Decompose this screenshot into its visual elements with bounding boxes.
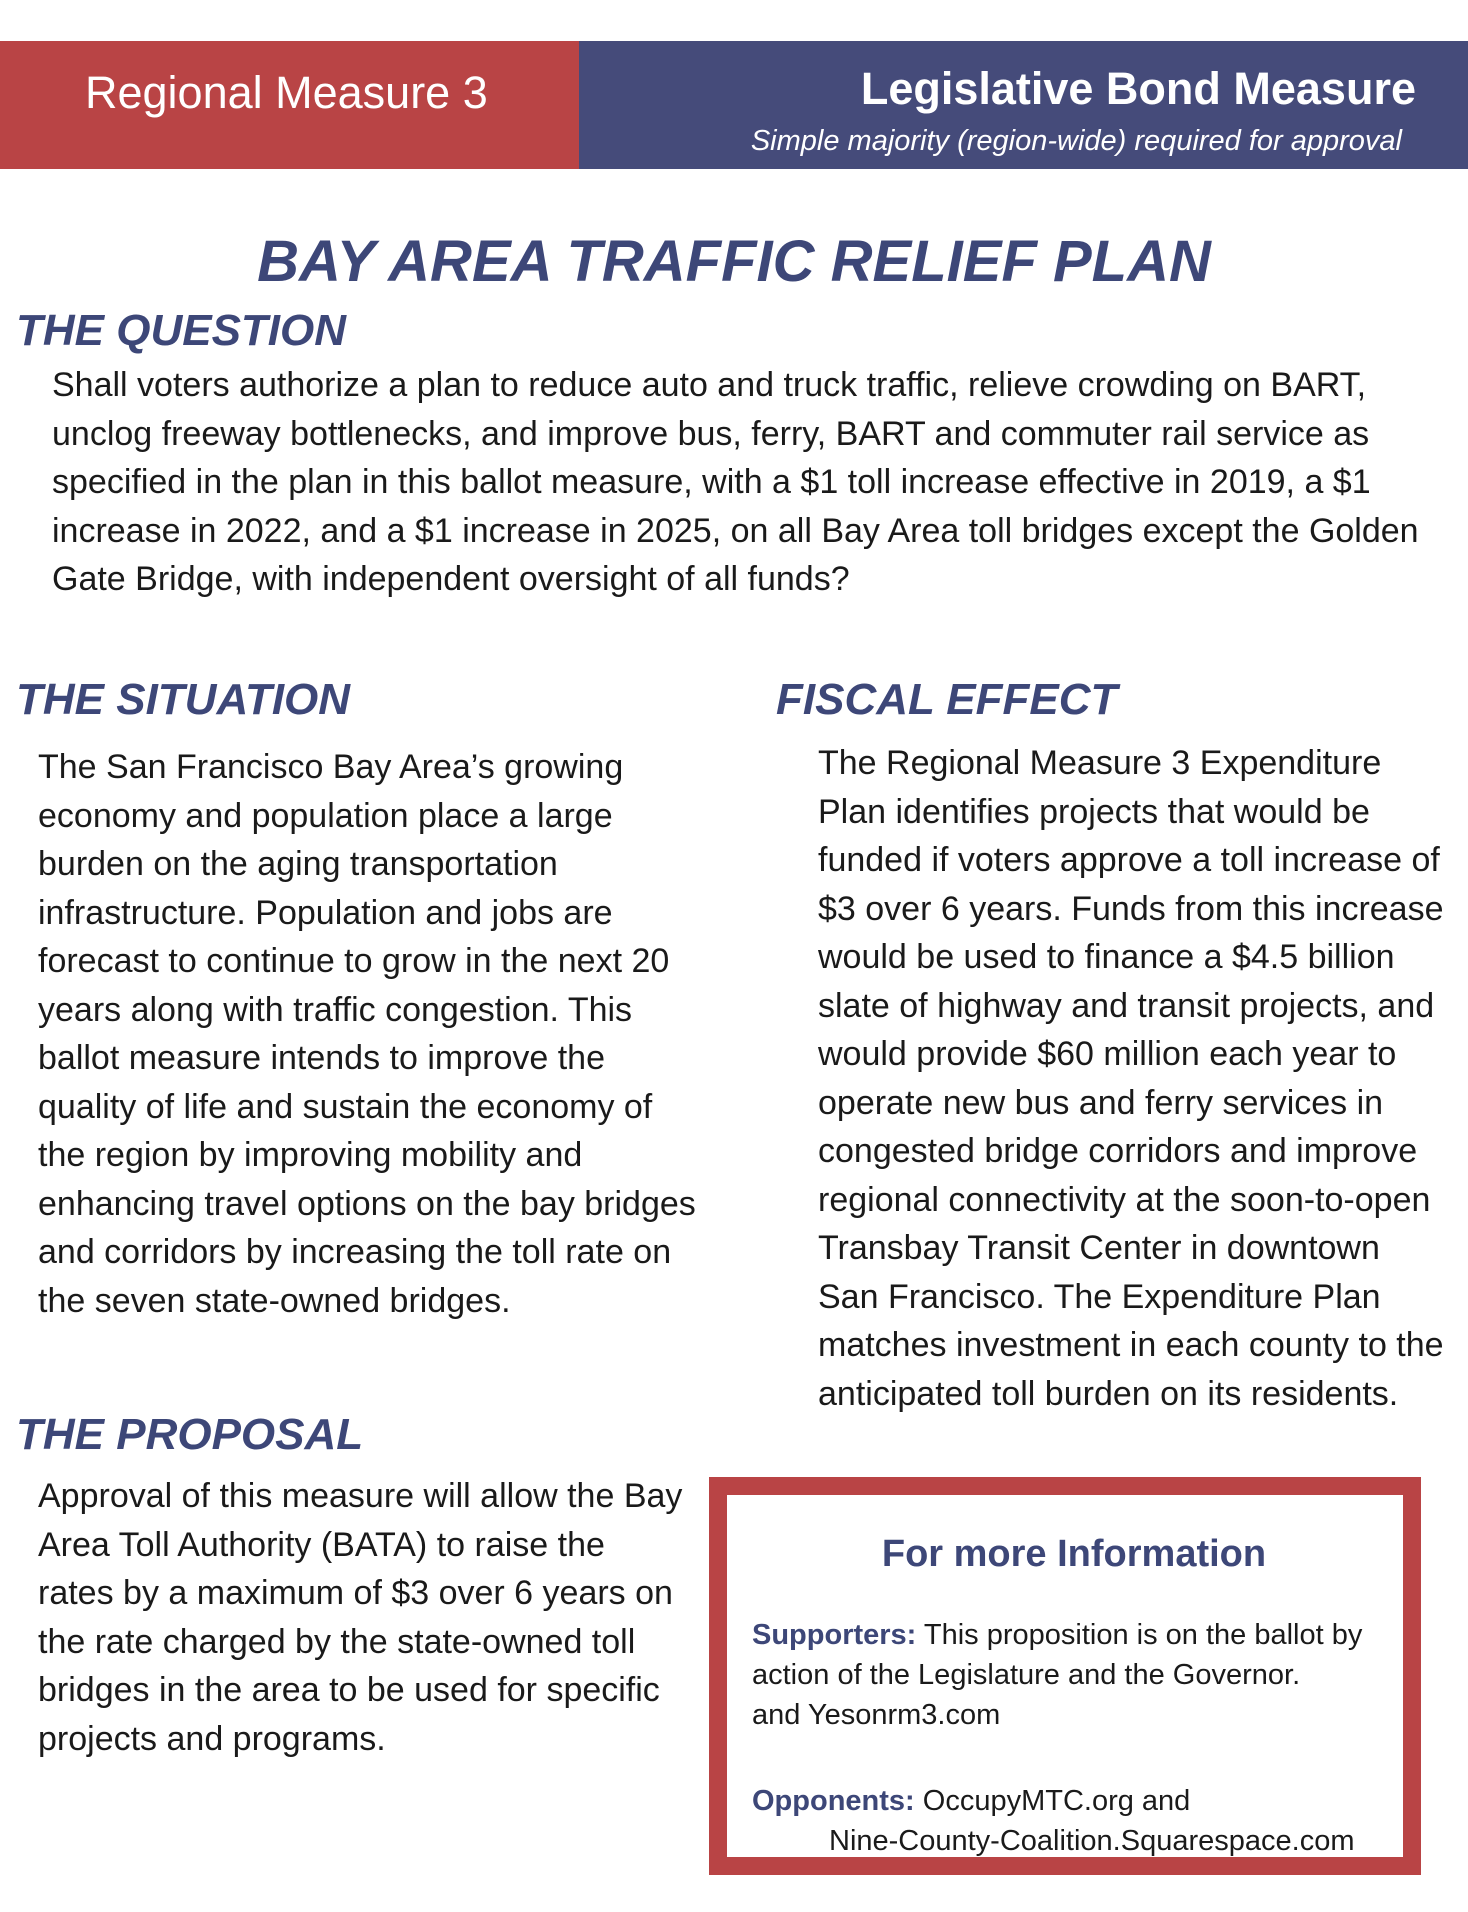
supporters-label: Supporters: [752,1619,917,1651]
fiscal-text: The Regional Measure 3 Expenditure Plan identifies projects that would be funded if voters approve a toll increase of $3 over 6 years. Funds from this increase would be used to finance a $4.5 billion slate of highway and transit projects, and would provide $60 million each year to operate new bus and ferry services in congested bridge corridors and improve regional connectivity at the soon-to-open Transbay Transit Center in downtown San Francisco. The Expenditure Plan matches investment in each county to the anticipated toll burden on its residents. [818,744,1444,1413]
proposal-text: Approval of this measure will allow the Bay Area Toll Authority (BATA) to raise the rates by a maximum of $3 over 6 years on the rate charged by the state-owned toll bridges in the area to be used for specific projects and programs. [38,1477,683,1758]
measure-label: Regional Measure 3 [85,67,488,118]
bond-measure-title: Legislative Bond Measure [860,63,1416,114]
approval-requirement: Simple majority (region-wide) required for approval [750,125,1402,157]
opponents-link[interactable]: Nine-County-Coalition.Squarespace.com [829,1825,1355,1857]
question-heading: THE QUESTION [16,306,347,355]
opponents-text[interactable]: OccupyMTC.org and [922,1785,1191,1817]
supporters-info [752,1615,1383,1735]
question-text: Shall voters authorize a plan to reduce auto and truck traffic, relieve crowding on BART, unclog freeway bottlenecks, and improve bus, ferry, BART and commuter rail service as specified in the plan in this ballot measure, with a $1 toll increase effective in 2019, a $1 increase in 2022, and a $1 increase in 2025, on all Bay Area toll bridges except the Golden Gate Bridge, with independent oversight of all funds? [52,366,1419,598]
info-title: For more Information [881,1533,1267,1575]
situation-heading: THE SITUATION [16,675,351,724]
supporters-text: This proposition is on the ballot by action of the Legislature and the Governor. [752,1619,1363,1691]
measure-banner [0,41,579,169]
supporters-link[interactable]: and Yesonrm3.com [752,1699,1001,1731]
proposal-heading: THE PROPOSAL [16,1410,364,1459]
opponents-info [752,1781,1383,1861]
info-box [709,1477,1421,1875]
fiscal-heading: FISCAL EFFECT [776,675,1118,724]
page-title: BAY AREA TRAFFIC RELIEF PLAN [257,229,1211,294]
opponents-label: Opponents: [752,1785,915,1817]
bond-measure-banner [579,41,1468,169]
situation-text: The San Francisco Bay Area’s growing economy and population place a large burden on the aging transportation infrastructure. Population and jobs are forecast to continue to grow in the next 20 years along with traffic congestion. This ballot measure intends to improve the quality of life and sustain the economy of the region by improving mobility and enhancing travel options on the bay bridges and corridors by increasing the toll rate on the seven state-owned bridges. [38,748,696,1320]
